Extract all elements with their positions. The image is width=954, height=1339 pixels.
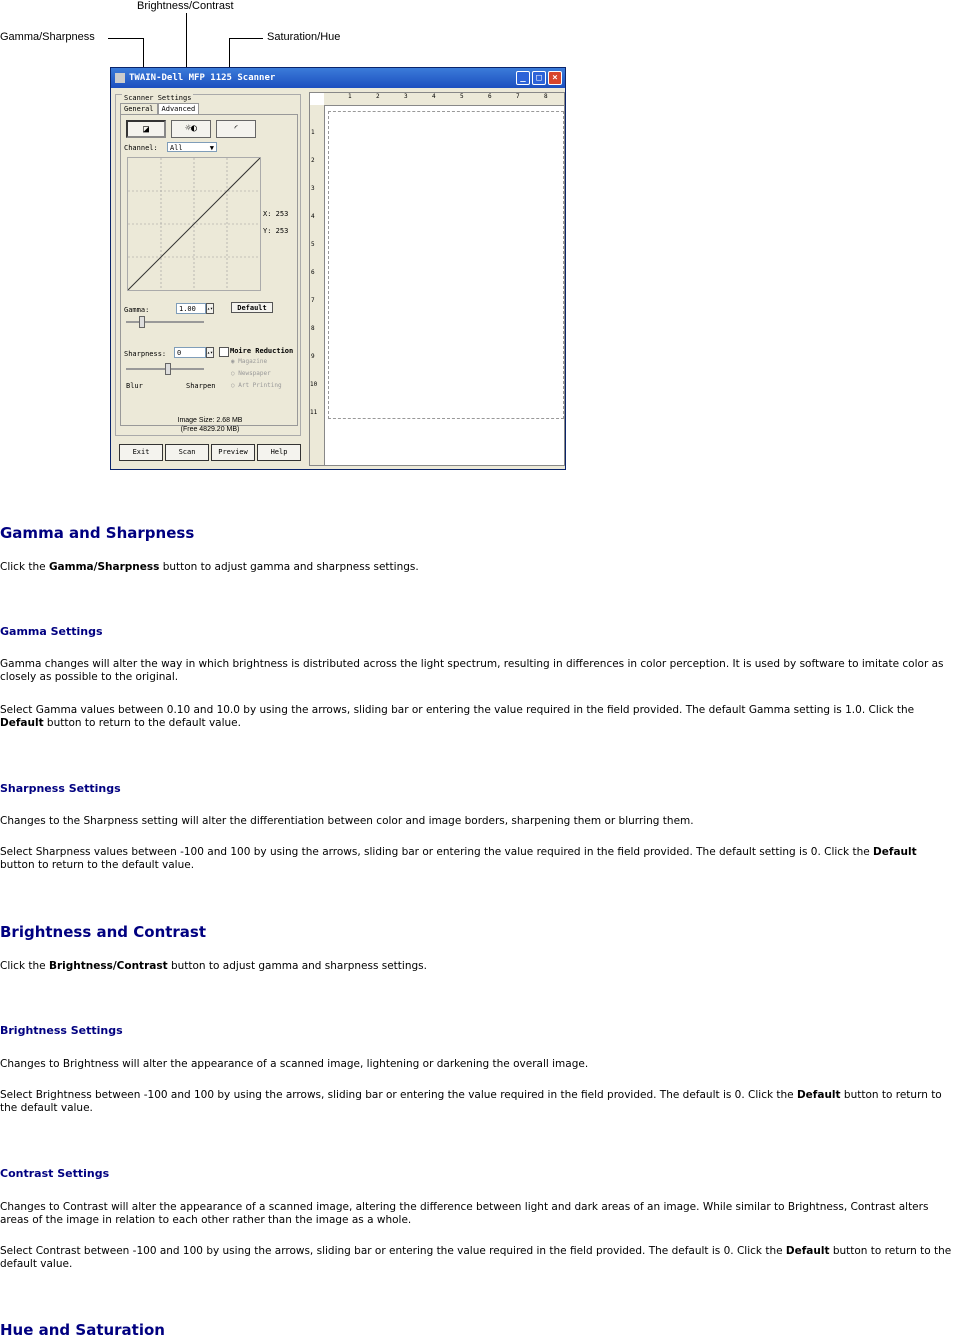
gamma-label: Gamma: <box>124 306 150 314</box>
ruler-tick: 11 <box>310 409 318 416</box>
ruler-left <box>310 105 325 465</box>
para-sharp-2 <box>0 846 954 872</box>
title-bar <box>111 68 565 88</box>
text: Click the <box>0 960 49 972</box>
gamma-slider-thumb[interactable] <box>139 316 145 328</box>
heading-gamma-settings: Gamma Settings <box>0 625 103 638</box>
maximize-icon[interactable]: □ <box>532 71 546 85</box>
channel-value: All <box>170 144 183 152</box>
gamma-spinner[interactable]: ▴▾ <box>206 303 214 314</box>
sharpness-input[interactable]: 0 <box>174 347 206 358</box>
moire-label: Moire Reduction <box>230 347 294 355</box>
ruler-tick: 9 <box>311 353 315 360</box>
bold-term: Default <box>796 1089 841 1101</box>
exit-button[interactable]: Exit <box>119 444 163 461</box>
moire-checkbox[interactable] <box>219 347 229 357</box>
free-size: (Free 4829.20 MB) <box>180 426 240 433</box>
ruler-tick: 4 <box>311 213 315 220</box>
channel-label: Channel: <box>124 144 158 152</box>
para-click-bright <box>0 960 954 973</box>
ruler-tick: 2 <box>311 157 315 164</box>
heading-hue-saturation: Hue and Saturation <box>0 1321 165 1339</box>
text: button to return to the default value. <box>0 1245 952 1270</box>
bold-term: Default <box>0 717 44 729</box>
tab-advanced[interactable]: Advanced <box>158 103 200 115</box>
text: button to adjust gamma and sharpness settings. <box>167 960 427 972</box>
sun-icon: ☼◐ <box>184 123 198 134</box>
sharpness-spinner[interactable]: ▴▾ <box>206 347 214 358</box>
gamma-curve-graph[interactable] <box>127 157 261 291</box>
hue-curve-icon: ◜ <box>232 123 240 134</box>
gamma-slider[interactable] <box>126 321 204 323</box>
ruler-tick: 6 <box>311 269 315 276</box>
scanner-settings-group <box>115 94 301 436</box>
ruler-tick: 10 <box>310 381 318 388</box>
help-button[interactable]: Help <box>257 444 301 461</box>
heading-brightness-contrast: Brightness and Contrast <box>0 923 207 941</box>
channel-select[interactable] <box>167 142 217 152</box>
radio-newspaper[interactable]: ○ Newspaper <box>231 370 271 377</box>
gamma-sharpness-button[interactable] <box>126 120 166 138</box>
bold-term: Gamma/Sharpness <box>48 561 160 573</box>
text: button to return to the default value. <box>43 717 241 729</box>
saturation-hue-button[interactable] <box>216 120 256 138</box>
scan-button[interactable]: Scan <box>165 444 209 461</box>
sharpness-slider-thumb[interactable] <box>165 363 171 375</box>
heading-contrast-settings: Contrast Settings <box>0 1167 110 1180</box>
ruler-tick: 3 <box>311 185 315 192</box>
para-contrast-2 <box>0 1245 954 1271</box>
para-gamma-2 <box>0 704 954 730</box>
callout-saturation-hue: Saturation/Hue <box>267 31 341 43</box>
bold-term: Default <box>785 1245 830 1257</box>
heading-gamma-sharpness: Gamma and Sharpness <box>0 524 195 542</box>
ruler-tick: 8 <box>311 325 315 332</box>
radio-newspaper-label: Newspaper <box>238 370 271 377</box>
ruler-tick: 8 <box>544 93 548 100</box>
callout-gamma-sharpness: Gamma/Sharpness <box>0 31 95 43</box>
blur-label: Blur <box>126 382 143 390</box>
para-bright-2 <box>0 1089 954 1115</box>
gamma-default-button[interactable]: Default <box>231 302 273 313</box>
callout-brightness-contrast: Brightness/Contrast <box>137 0 234 12</box>
heading-brightness-settings: Brightness Settings <box>0 1024 123 1037</box>
scanner-window <box>110 67 566 470</box>
x-readout: X: 253 <box>263 210 289 218</box>
radio-art-label: Art Printing <box>238 382 282 389</box>
ruler-tick: 4 <box>432 93 436 100</box>
chevron-down-icon: ▼ <box>209 144 214 152</box>
y-readout: Y: 253 <box>263 227 289 235</box>
tab-general[interactable]: General <box>120 103 158 115</box>
image-size: Image Size: 2.68 MB <box>177 417 243 424</box>
sharpness-label: Sharpness: <box>124 350 167 358</box>
advanced-panel <box>120 114 298 426</box>
gamma-input[interactable]: 1.00 <box>176 303 206 314</box>
brightness-contrast-button[interactable] <box>171 120 211 138</box>
image-size-info <box>155 416 265 434</box>
ruler-tick: 7 <box>311 297 315 304</box>
ruler-tick: 5 <box>460 93 464 100</box>
ruler-tick: 1 <box>348 93 352 100</box>
para-contrast-1: Changes to Contrast will alter the appearance of a scanned image, altering the difference between light and dark areas of an image. While similar to Brightness, Contrast alters areas of the image in relation to each other rather than the image as a whole. <box>0 1201 929 1226</box>
text: Select Brightness between -100 and 100 by using the arrows, sliding bar or entering the value required in the field provided. The default is 0. Click the <box>0 1089 797 1101</box>
ruler-tick: 6 <box>488 93 492 100</box>
ruler-top <box>324 93 564 106</box>
close-icon[interactable]: × <box>548 71 562 85</box>
group-label: Scanner Settings <box>124 94 192 102</box>
text: button to adjust gamma and sharpness settings. <box>159 561 419 573</box>
ruler-tick: 7 <box>516 93 520 100</box>
ruler-tick: 3 <box>404 93 408 100</box>
settings-panel <box>115 94 301 438</box>
curve-icon: ◪ <box>142 124 150 135</box>
radio-art-printing[interactable]: ○ Art Printing <box>231 382 282 389</box>
text: Select Gamma values between 0.10 and 10.0 by using the arrows, sliding bar or entering the value required in the field provided. The default Gamma setting is 1.0. Click the <box>0 704 915 716</box>
app-icon <box>115 73 125 83</box>
callout-line <box>108 38 144 39</box>
para-gamma-1: Gamma changes will alter the way in which brightness is distributed across the light spectrum, resulting in differences in color perception. It is used by software to imitate color as closely as possible to the original. <box>0 658 944 683</box>
scan-region[interactable] <box>328 111 564 419</box>
ruler-tick: 5 <box>311 241 315 248</box>
heading-sharpness-settings: Sharpness Settings <box>0 782 121 795</box>
bold-term: Brightness/Contrast <box>48 960 168 972</box>
text: button to return to the default value. <box>0 859 195 871</box>
ruler-tick: 1 <box>311 129 315 136</box>
callout-line <box>229 38 263 39</box>
radio-magazine[interactable]: ◉ Magazine <box>231 358 268 365</box>
para-click-gamma <box>0 561 954 574</box>
text: Select Sharpness values between -100 and 100 by using the arrows, sliding bar or entering the value required in the field provided. The default setting is 0. Click the <box>0 846 874 858</box>
para-sharp-1: Changes to the Sharpness setting will alter the differentiation between color and image borders, sharpening them or blurring them. <box>0 815 694 827</box>
bold-term: Default <box>873 846 917 858</box>
text: Click the <box>0 561 49 573</box>
para-bright-1: Changes to Brightness will alter the appearance of a scanned image, lightening or darkening the overall image. <box>0 1058 589 1070</box>
preview-button[interactable]: Preview <box>211 444 255 461</box>
sharpen-label: Sharpen <box>186 382 216 390</box>
text: button to return to the default value. <box>0 1089 942 1114</box>
ruler-tick: 2 <box>376 93 380 100</box>
window-title: TWAIN-Dell MFP 1125 Scanner <box>129 73 276 83</box>
preview-area[interactable] <box>309 92 565 466</box>
radio-magazine-label: Magazine <box>238 358 268 365</box>
minimize-icon[interactable]: _ <box>516 71 530 85</box>
text: Select Contrast between -100 and 100 by using the arrows, sliding bar or entering the value required in the field provided. The default is 0. Click the <box>0 1245 786 1257</box>
